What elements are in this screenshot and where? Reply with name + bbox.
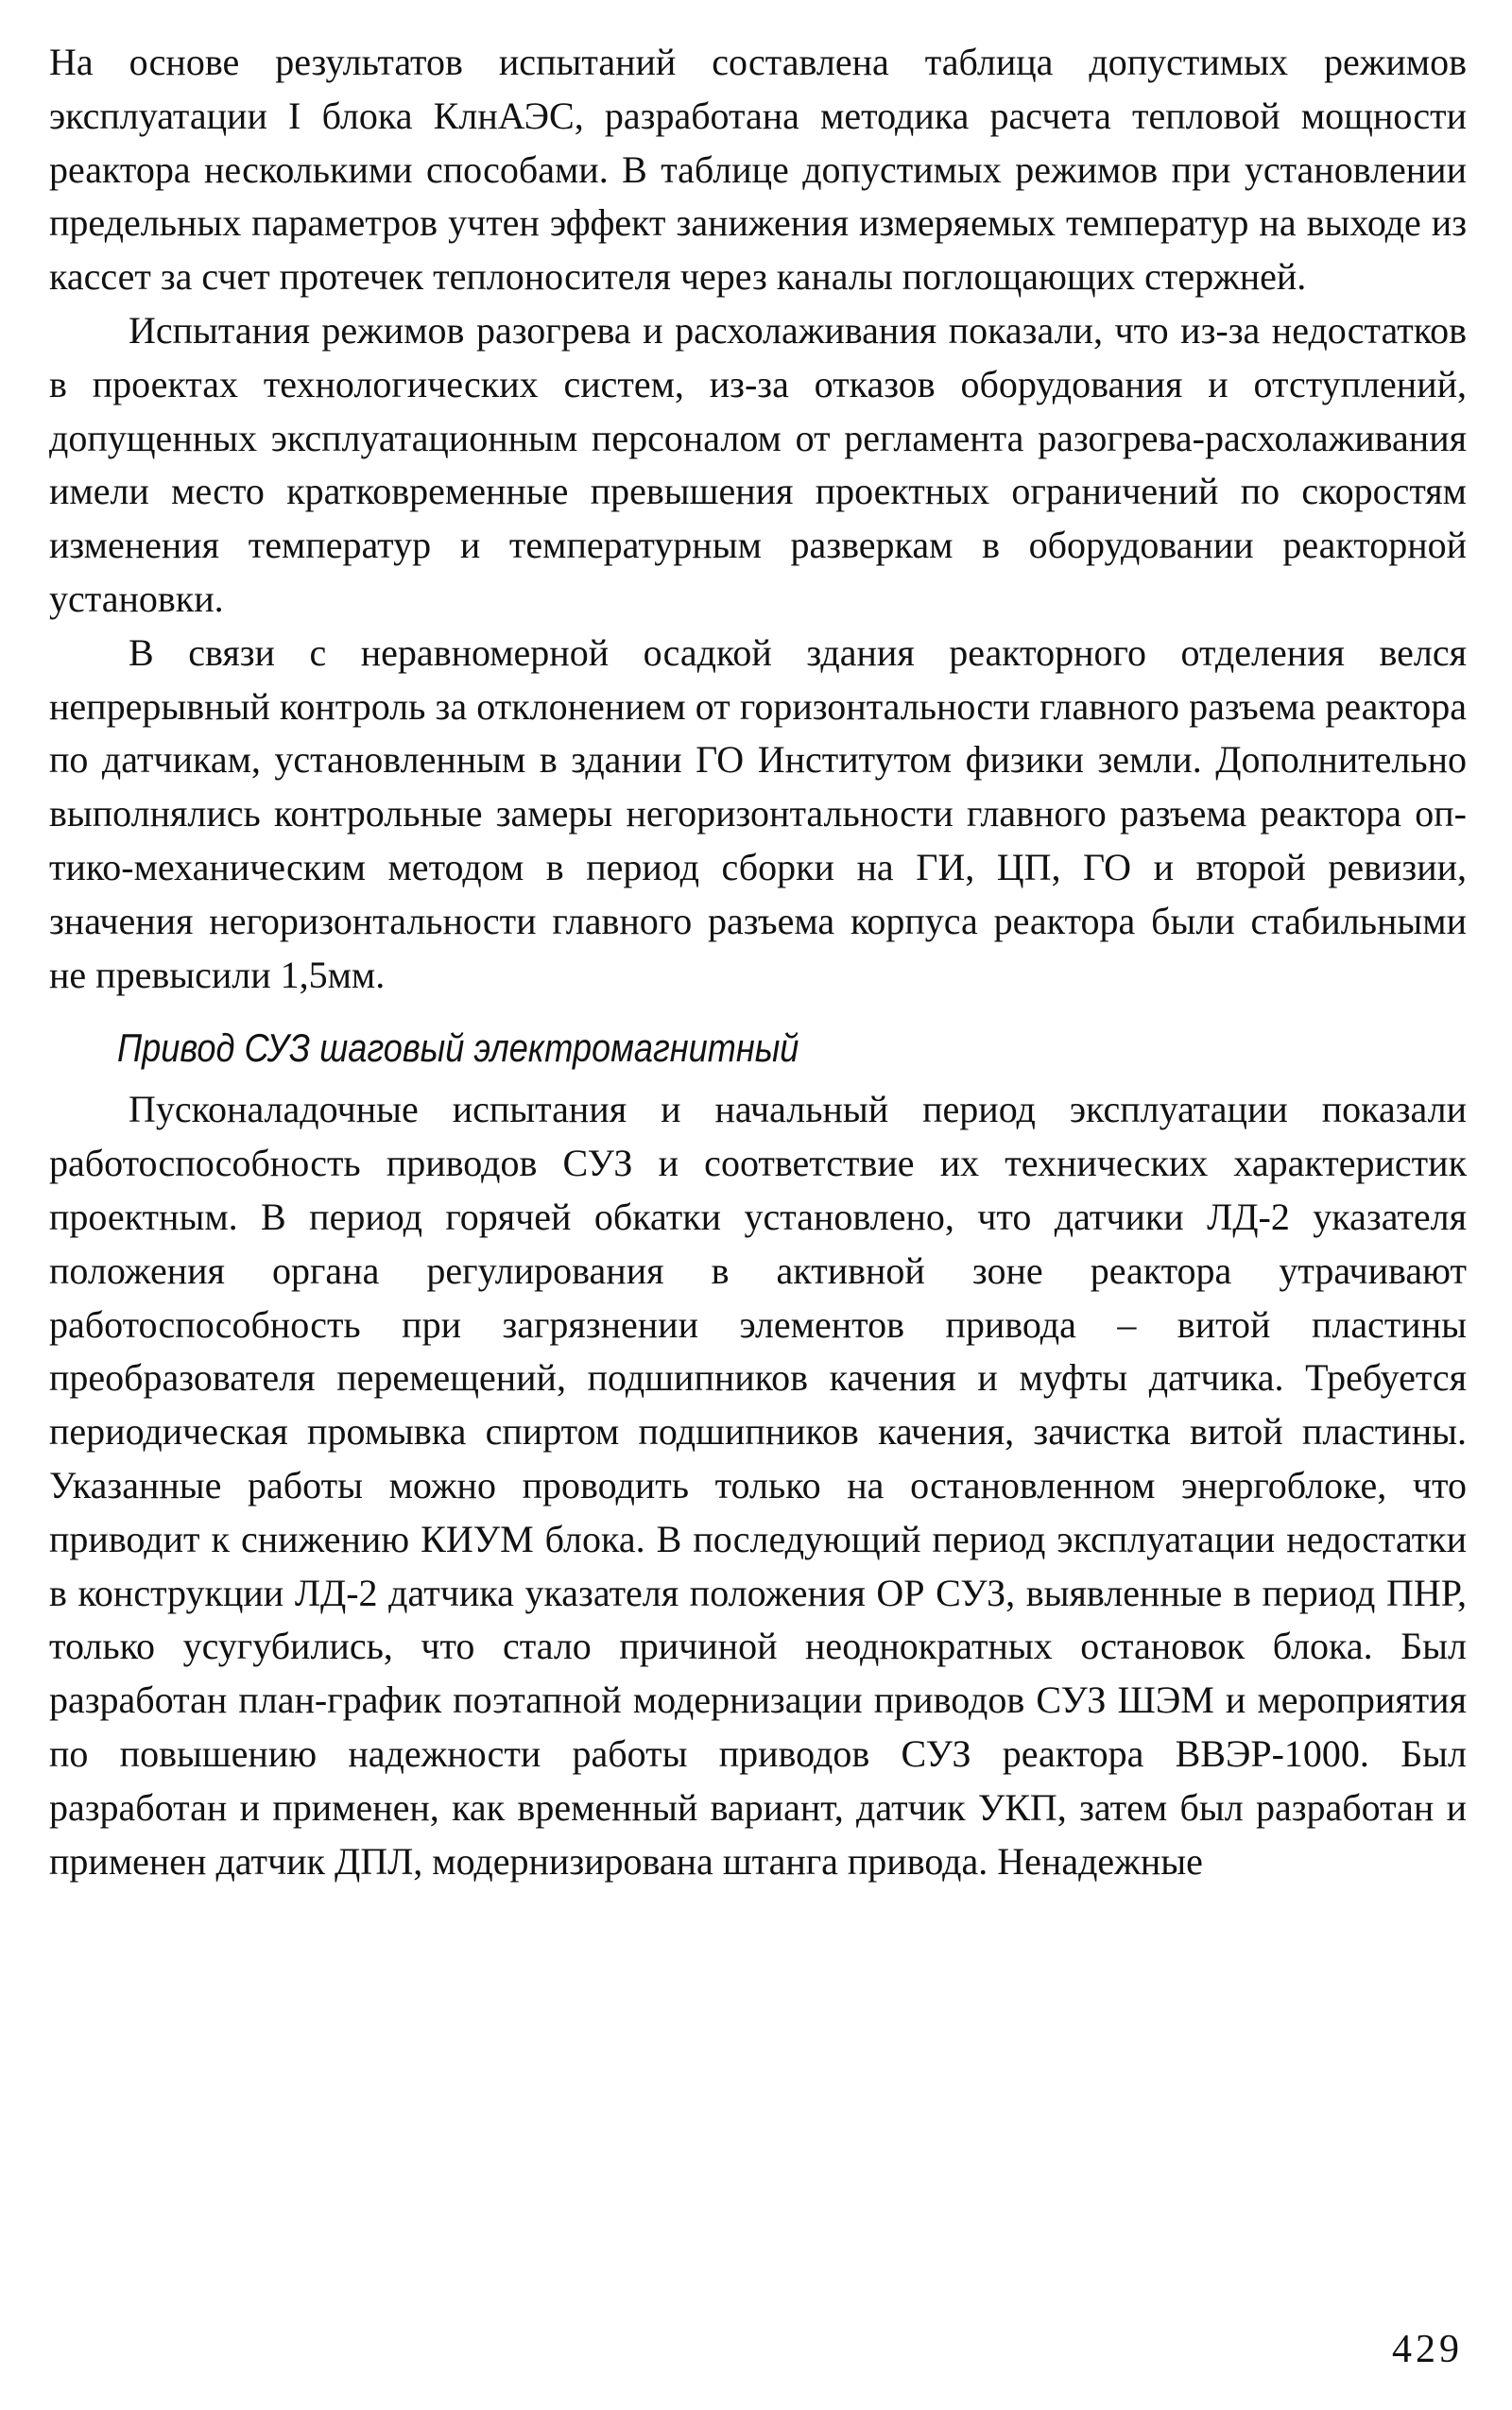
paragraph-allowable-modes: На основе результатов испытаний составлена таблица допустимых режимов эксплуатации I блока КлнАЭС, разработана методика расчета тепловой мощности реактора несколькими способами. В таблице допустимых режимов при установлении предельных параметров учтен эффект занижения измеряемых температур на выходе из кассет за счет протечек теплоносителя через каналы поглощающих стержней. [49,41,1467,299]
paragraph-heating-cooling-tests: Испытания режимов разогрева и расхолаживания показали, что из-за недостатков в проектах технологических систем, из-за отказов оборудования и отступлений, допущенных эксплуатационным персоналом от регламента разогрева-расхолаживания имели место кратковременные превышения проектных ограничений по скоростям изменения температур и температурным разверкам в оборудовании реакторной установки. [49,308,1467,620]
page-number: 429 [1392,2328,1463,2371]
section-heading: Привод СУЗ шаговый электромагнитный [117,1025,799,1071]
paragraph-control-rod-drives: Пусконаладочные испытания и начальный период эксплуатации показали работоспособность приводов СУЗ и соответствие их технических характеристик проектным. В период горячей обкатки установлено, что датчики ЛД-2 указателя положения органа регулирования в активной зоне реактора утрачивают работоспособность при загрязнении элементов привода – витой пластины преобразователя перемещений, подшипников качения и муфты датчика. Требуется периодическая промывка спиртом подшипников качения, зачистка витой пластины. Указанные работы можно проводить только на остановленном энергоблоке, что приводит к снижению КИУМ блока. В последующий период эксплуатации недостатки в конструкции ЛД-2 датчика указателя положения ОР СУЗ, выявленные в период ПНР, только усугубились, что стало причиной неоднократных остановок блока. Был разработан план-график поэтапной модернизации приводов СУЗ ШЭМ и мероприятия по повышению надежности работы приводов СУЗ реактора ВВЭР-1000. Был разработан и применен, как временный вариант, датчик УКП, затем был разработан и применен датчик ДПЛ, модернизирована штанга привода. Ненадежные [49,1088,1467,1883]
paragraph-building-settlement: В связи с неравномерной осадкой здания реакторного отделения велся непрерывный контроль за отклонением от горизонтальности главного разъема реактора по датчикам, установленным в здании ГО Институтом физики земли. Дополнительно выполнялись контрольные замеры негоризонтальности главного разъема реактора оптико-механическим методом в период сборки на ГИ, ЦП, ГО и второй ревизии, значения негоризонтальности главного разъема корпуса реактора были стабильными не превысили 1,5мм. [49,630,1467,996]
page-body [49,36,1467,1888]
